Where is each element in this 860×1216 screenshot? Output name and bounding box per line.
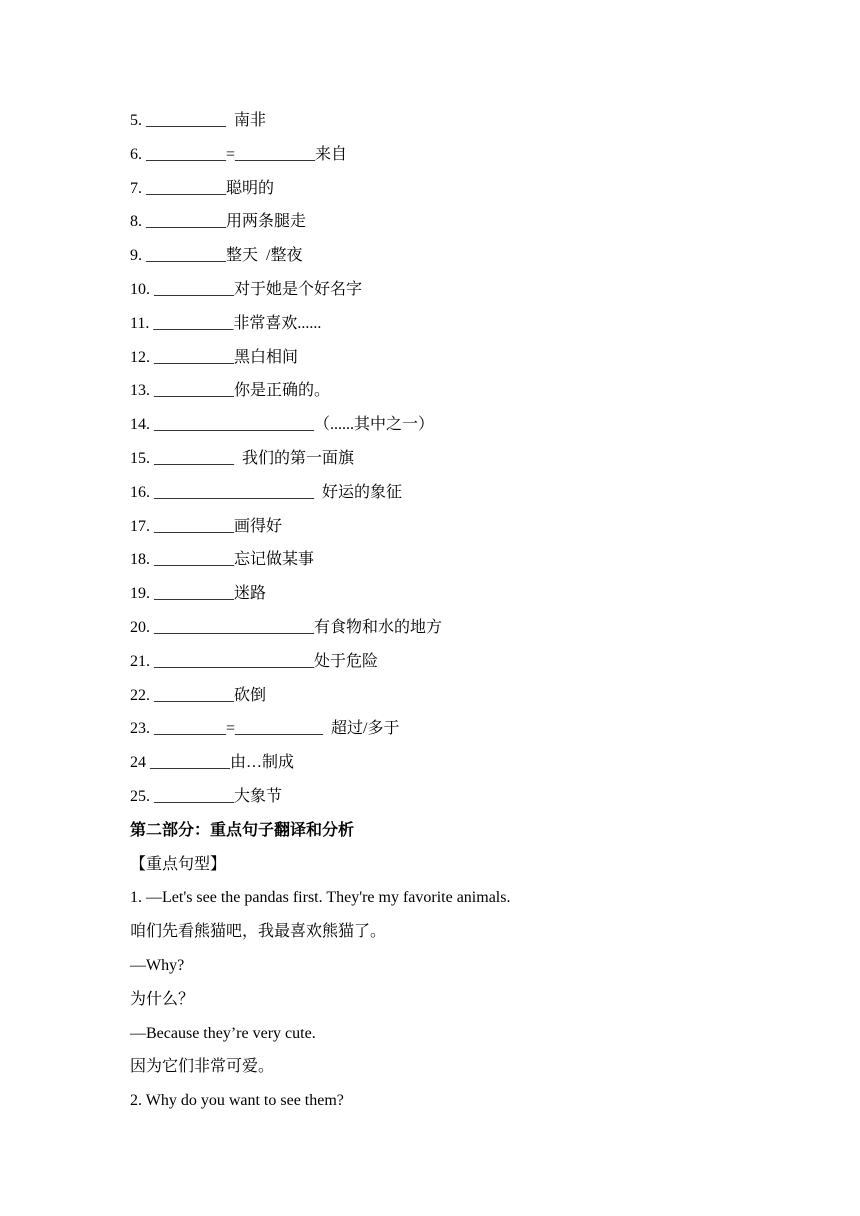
sentence-line: 为什么？ — [130, 990, 195, 1008]
sentence-list — [130, 885, 750, 1122]
sentence-line: 因为它们非常可爱。 — [130, 1058, 275, 1076]
vocab-item-6: 6. __________=__________来自 — [130, 145, 348, 163]
sentence-line: 咱们先看熊猫吧，我最喜欢熊猫了。 — [130, 923, 387, 941]
vocab-item-15: 15. __________ 我们的第一面旗 — [130, 449, 355, 467]
vocab-item-7: 7. __________聪明的 — [130, 179, 275, 197]
vocab-item-21: 21. ____________________处于危险 — [130, 652, 379, 670]
sentence-line: 1. —Let's see the pandas first. They're my favorite animals. — [130, 889, 511, 907]
sentence-line: 2. Why do you want to see them? — [130, 1092, 344, 1110]
vocab-list — [130, 108, 750, 818]
sentence-line: —Because they’re very cute. — [130, 1024, 316, 1042]
vocab-item-9: 9. __________整天 /整夜 — [130, 247, 303, 265]
vocab-item-13: 13. __________你是正确的。 — [130, 382, 331, 400]
vocab-item-10: 10. __________对于她是个好名字 — [130, 280, 363, 298]
page-content — [130, 108, 750, 1122]
vocab-item-16: 16. ____________________ 好运的象征 — [130, 483, 403, 501]
vocab-item-12: 12. __________黑白相间 — [130, 348, 299, 366]
vocab-item-11: 11. __________非常喜欢...... — [130, 314, 322, 332]
vocab-item-24: 24 __________由…制成 — [130, 754, 295, 772]
section-title: 第二部分：重点句子翻译和分析 — [130, 821, 355, 839]
vocab-item-8: 8. __________用两条腿走 — [130, 213, 307, 231]
subsection-title: 【重点句型】 — [130, 855, 227, 873]
vocab-item-25: 25. __________大象节 — [130, 787, 283, 805]
vocab-item-22: 22. __________砍倒 — [130, 686, 267, 704]
sentence-line: —Why? — [130, 956, 185, 974]
vocab-item-23: 23. _________=___________ 超过/多于 — [130, 720, 400, 738]
vocab-item-19: 19. __________迷路 — [130, 585, 267, 603]
vocab-item-17: 17. __________画得好 — [130, 517, 283, 535]
vocab-item-20: 20. ____________________有食物和水的地方 — [130, 618, 443, 636]
vocab-item-14: 14. ____________________（......其中之一） — [130, 416, 435, 434]
vocab-item-5: 5. __________ 南非 — [130, 112, 267, 129]
vocab-item-18: 18. __________忘记做某事 — [130, 551, 315, 569]
